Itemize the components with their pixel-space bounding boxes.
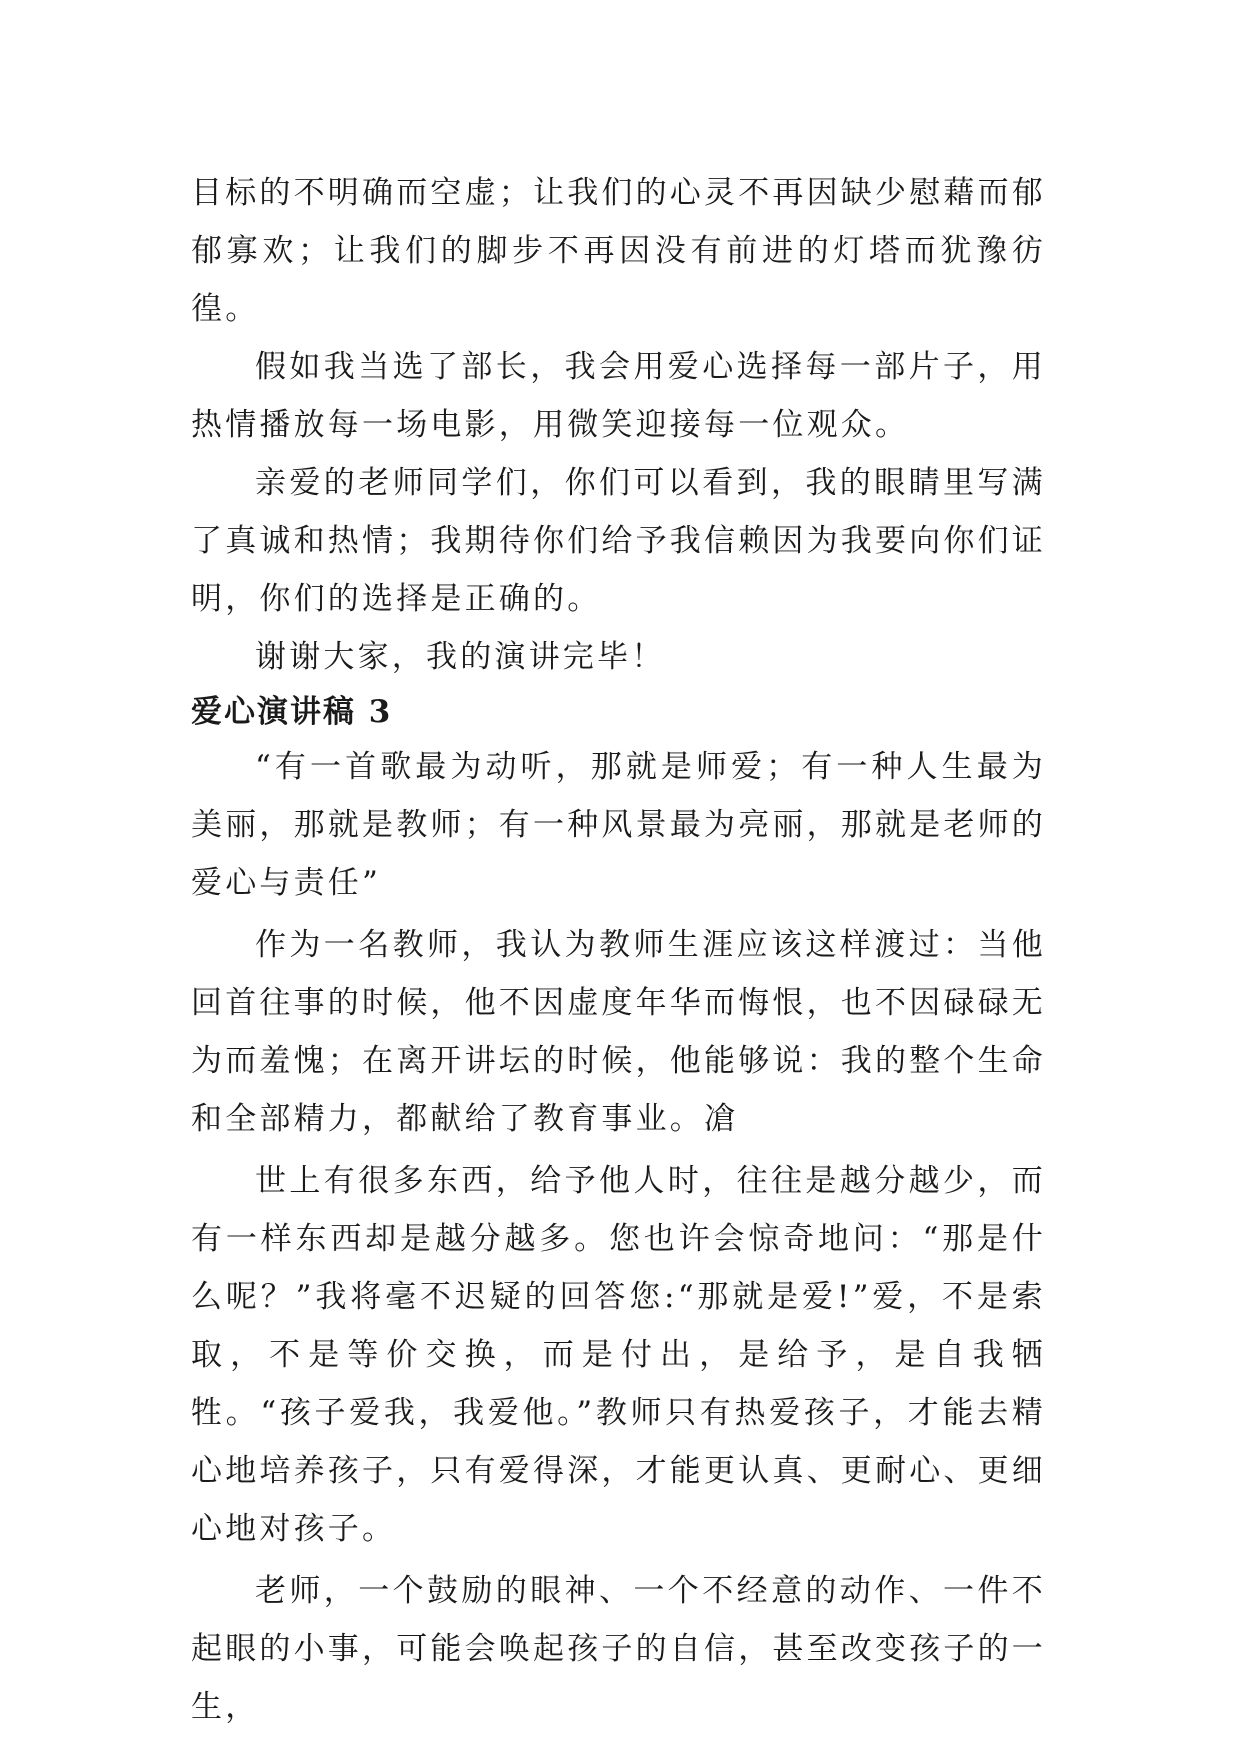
paragraph-appeal: 亲爱的老师同学们，你们可以看到，我的眼睛里写满了真诚和热情；我期待你们给予我信赖因为我要向你们证明，你们的选择是正确的。 [191,465,1046,617]
paragraph-teacher-career: 作为一名教师，我认为教师生涯应该这样渡过：当他回首往事的时候，他不因虚度年华而悔恨，也不因碌碌无为而羞愧；在离开讲坛的时候，他能够说：我的整个生命和全部精力，都献给了教育事业。凔 [191,927,1046,1137]
section-heading: 爱心演讲稿 3 [191,694,393,730]
document-page [191,164,1046,1736]
paragraph-love: 世上有很多东西，给予他人时，往往是越分越少，而有一样东西却是越分越多。您也许会惊奇地问：“那是什么呢？”我将毫不迟疑的回答您:“那就是爱!”爱，不是索取，不是等价交换，而是付出，是给予，是自我牺牲。“孩子爱我，我爱他。”教师只有热爱孩子，才能去精心地培养孩子，只有爱得深，才能更认真、更耐心、更细心地对孩子。 [191,1163,1046,1547]
paragraph-encouragement: 老师，一个鼓励的眼神、一个不经意的动作、一件不起眼的小事，可能会唤起孩子的自信，甚至改变孩子的一生， [191,1573,1046,1725]
paragraph-continuation: 目标的不明确而空虚；让我们的心灵不再因缺少慰藉而郁郁寡欢；让我们的脚步不再因没有前进的灯塔而犹豫彷徨。 [191,175,1046,327]
paragraph-election-promise: 假如我当选了部长，我会用爱心选择每一部片子，用热情播放每一场电影，用微笑迎接每一位观众。 [191,349,1046,443]
paragraph-closing: 谢谢大家，我的演讲完毕！ [255,639,666,675]
paragraph-quote: “有一首歌最为动听，那就是师爱；有一种人生最为美丽，那就是教师；有一种风景最为亮丽，那就是老师的爱心与责任” [191,749,1046,901]
